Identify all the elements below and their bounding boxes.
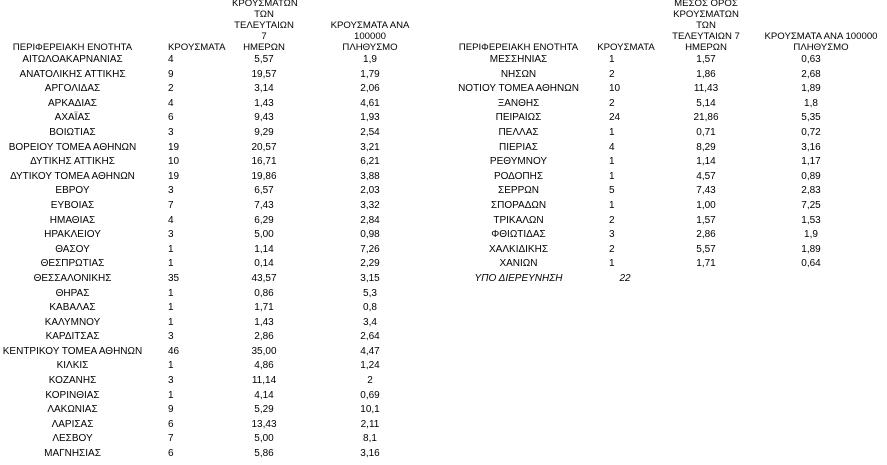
- cell-cases: 1: [609, 170, 615, 182]
- cell-per100k: 5,35: [801, 112, 821, 124]
- cell-per100k: 2,29: [360, 258, 380, 270]
- cell-cases: 1: [168, 360, 174, 372]
- cell-per100k: 3,21: [360, 141, 380, 153]
- cell-cases: 1: [609, 258, 615, 270]
- cell-avg7: 7,43: [254, 199, 274, 211]
- cell-region: ΜΕΣΣΗΝΙΑΣ: [489, 54, 548, 65]
- cell-per100k: 1,8: [804, 97, 818, 109]
- cell-cases: 2: [609, 243, 615, 255]
- cell-per100k: 1,89: [801, 83, 821, 95]
- cell-region: ΤΡΙΚΑΛΩΝ: [493, 214, 544, 226]
- cell-cases: 3: [168, 185, 174, 197]
- cell-per100k: 0,63: [801, 54, 821, 65]
- cell-cases: 4: [168, 214, 174, 226]
- cell-avg7: 8,29: [696, 141, 716, 153]
- cell-avg7: 5,57: [254, 54, 274, 65]
- cell-avg7: 1,00: [696, 199, 716, 211]
- cell-region: ΕΒΡΟΥ: [55, 185, 90, 197]
- cell-region: ΛΑΚΩΝΙΑΣ: [47, 404, 98, 416]
- cell-avg7: 35,00: [251, 345, 277, 357]
- cell-cases: 9: [168, 68, 174, 80]
- cell-cases: 3: [168, 126, 174, 138]
- cell-region: ΑΡΚΑΔΙΑΣ: [48, 97, 97, 109]
- cell-cases: 4: [609, 141, 615, 153]
- cell-per100k: 1,53: [801, 214, 821, 226]
- cell-cases: 1: [609, 156, 615, 168]
- cell-avg7: 6,57: [254, 185, 274, 197]
- cell-avg7: 1,14: [254, 243, 274, 255]
- cell-per100k: 2,54: [360, 126, 380, 138]
- cell-per100k: 10,1: [360, 404, 380, 416]
- cell-avg7: 5,86: [254, 448, 274, 460]
- header-avg7: ΜΕΣΟΣ ΟΡΟΣ ΚΡΟΥΣΜΑΤΩΝ ΤΩΝ ΤΕΛΕΥΤΑΙΩΝ 7 ΗΜΕΡΩΝ: [672, 0, 740, 53]
- cell-cases: 10: [609, 83, 621, 95]
- cell-per100k: 3,88: [360, 170, 380, 182]
- cell-avg7: 19,86: [251, 170, 277, 182]
- cell-avg7: 1,43: [254, 97, 274, 109]
- cell-per100k: 0,72: [801, 126, 821, 138]
- cell-region: ΥΠΟ ΔΙΕΡΕΥΝΗΣΗ: [474, 272, 563, 284]
- header-per100k: ΚΡΟΥΣΜΑΤΑ ΑΝΑ 100000 ΠΛΗΘΥΣΜΟ: [764, 31, 878, 53]
- cell-region: ΠΕΙΡΑΙΩΣ: [495, 112, 542, 124]
- cell-per100k: 0,64: [801, 258, 821, 270]
- cell-region: ΚΟΖΑΝΗΣ: [48, 375, 97, 387]
- cell-region: ΡΕΘΥΜΝΟΥ: [489, 156, 548, 168]
- cell-avg7: 5,14: [696, 97, 716, 109]
- cell-per100k: 5,3: [363, 287, 377, 299]
- header-region: ΠΕΡΙΦΕΡΕΙΑΚΗ ΕΝΟΤΗΤΑ: [12, 42, 133, 53]
- cell-cases: 35: [168, 272, 180, 284]
- cell-cases: 7: [168, 199, 174, 211]
- cell-cases: 46: [168, 345, 180, 357]
- cell-region: ΧΑΛΚΙΔΙΚΗΣ: [489, 243, 548, 255]
- cell-avg7: 1,71: [254, 302, 274, 314]
- cell-per100k: 6,21: [360, 156, 380, 168]
- cell-per100k: 3,16: [801, 141, 821, 153]
- cell-avg7: 0,71: [696, 126, 716, 138]
- cell-cases: 19: [168, 170, 180, 182]
- cell-region: ΔΥΤΙΚΗΣ ΑΤΤΙΚΗΣ: [30, 156, 115, 168]
- cell-avg7: 0,86: [254, 287, 274, 299]
- header-region: ΠΕΡΙΦΕΡΕΙΑΚΗ ΕΝΟΤΗΤΑ: [458, 42, 579, 53]
- cell-avg7: 16,71: [251, 156, 277, 168]
- cell-avg7: 43,57: [251, 272, 277, 284]
- cell-avg7: 2,86: [696, 229, 716, 241]
- cell-per100k: 2: [367, 375, 373, 387]
- cell-avg7: 19,57: [251, 68, 277, 80]
- cell-region: ΚΙΛΚΙΣ: [56, 360, 89, 372]
- cell-avg7: 13,43: [251, 418, 277, 430]
- header-cases: ΚΡΟΥΣΜΑΤΑ: [168, 42, 226, 53]
- cell-region: ΘΕΣΠΡΩΤΙΑΣ: [40, 258, 105, 270]
- cell-avg7: 6,29: [254, 214, 274, 226]
- cell-region: ΔΥΤΙΚΟΥ ΤΟΜΕΑ ΑΘΗΝΩΝ: [10, 170, 135, 182]
- cell-avg7: 11,43: [693, 83, 719, 95]
- cell-region: ΣΠΟΡΑΔΩΝ: [490, 199, 547, 211]
- cell-region: ΝΟΤΙΟΥ ΤΟΜΕΑ ΑΘΗΝΩΝ: [458, 83, 579, 95]
- cell-avg7: 7,43: [696, 185, 716, 197]
- cell-avg7: 1,86: [696, 68, 716, 80]
- cell-per100k: 0,98: [360, 229, 380, 241]
- cell-per100k: 4,61: [360, 97, 380, 109]
- cell-region: ΡΟΔΟΠΗΣ: [493, 170, 544, 182]
- cell-region: ΒΟΡΕΙΟΥ ΤΟΜΕΑ ΑΘΗΝΩΝ: [8, 141, 137, 153]
- cell-cases: 4: [168, 97, 174, 109]
- cell-region: ΒΟΙΩΤΙΑΣ: [49, 126, 96, 138]
- cell-cases: 24: [609, 112, 621, 124]
- cell-per100k: 0,8: [363, 302, 377, 314]
- cell-per100k: 2,64: [360, 331, 380, 343]
- cell-cases: 4: [168, 54, 174, 65]
- cell-region: ΗΡΑΚΛΕΙΟΥ: [44, 229, 101, 241]
- cell-region: ΞΑΝΘΗΣ: [497, 97, 540, 109]
- cell-avg7: 1,71: [696, 258, 716, 270]
- cell-region: ΠΕΛΛΑΣ: [498, 126, 539, 138]
- cell-per100k: 2,03: [360, 185, 380, 197]
- cell-cases: 19: [168, 141, 180, 153]
- cell-cases: 2: [609, 97, 615, 109]
- cell-region: ΜΑΓΝΗΣΙΑΣ: [44, 448, 101, 460]
- cell-cases: 2: [168, 83, 174, 95]
- cell-region: ΑΝΑΤΟΛΙΚΗΣ ΑΤΤΙΚΗΣ: [19, 68, 126, 80]
- cell-cases: 1: [168, 243, 174, 255]
- cell-per100k: 2,11: [360, 418, 380, 430]
- cell-cases: 6: [168, 448, 174, 460]
- header-avg7: ΚΡΟΥΣΜΑΤΩΝ ΤΩΝ ΤΕΛΕΥΤΑΙΩΝ 7 ΗΜΕΡΩΝ: [232, 0, 298, 53]
- cell-avg7: 11,14: [251, 375, 277, 387]
- cell-per100k: 7,26: [360, 243, 380, 255]
- cell-cases: 6: [168, 418, 174, 430]
- cell-cases: 2: [609, 68, 615, 80]
- cell-cases: 1: [168, 302, 174, 314]
- cell-region: ΚΑΒΑΛΑΣ: [49, 302, 96, 314]
- cell-cases: 3: [168, 331, 174, 343]
- cell-region: ΛΕΣΒΟΥ: [52, 433, 93, 445]
- cell-avg7: 1,57: [696, 214, 716, 226]
- cell-region: ΛΑΡΙΣΑΣ: [51, 418, 94, 430]
- cell-per100k: 3,15: [360, 272, 380, 284]
- cell-avg7: 5,29: [254, 404, 274, 416]
- cell-avg7: 4,57: [696, 170, 716, 182]
- cell-cases: 22: [619, 272, 631, 284]
- cell-avg7: 9,43: [254, 112, 274, 124]
- cell-region: ΗΜΑΘΙΑΣ: [49, 214, 96, 226]
- cell-avg7: 1,14: [696, 156, 716, 168]
- cell-per100k: 2,06: [360, 83, 380, 95]
- cell-region: ΚΟΡΙΝΘΙΑΣ: [45, 389, 100, 401]
- cell-region: ΑΧΑΪΑΣ: [54, 112, 91, 124]
- cell-region: ΚΕΝΤΡΙΚΟΥ ΤΟΜΕΑ ΑΘΗΝΩΝ: [2, 345, 143, 357]
- cell-cases: 3: [168, 229, 174, 241]
- header-per100k: ΚΡΟΥΣΜΑΤΑ ΑΝΑ 100000 ΠΛΗΘΥΣΜΟ: [330, 20, 410, 53]
- cell-avg7: 5,57: [696, 243, 716, 255]
- cell-per100k: 8,1: [363, 433, 377, 445]
- cell-per100k: 0,89: [801, 170, 821, 182]
- cell-cases: 3: [609, 229, 615, 241]
- cell-per100k: 1,9: [363, 54, 377, 65]
- cell-per100k: 1,24: [360, 360, 380, 372]
- cell-cases: 1: [168, 389, 174, 401]
- cell-per100k: 3,16: [360, 448, 380, 460]
- cell-per100k: 0,69: [360, 389, 380, 401]
- cell-cases: 9: [168, 404, 174, 416]
- cell-cases: 1: [609, 126, 615, 138]
- cell-region: ΘΗΡΑΣ: [55, 287, 90, 299]
- cell-avg7: 5,00: [254, 433, 274, 445]
- header-cases: ΚΡΟΥΣΜΑΤΑ: [597, 42, 655, 53]
- cell-region: ΣΕΡΡΩΝ: [498, 185, 539, 197]
- cell-avg7: 4,86: [254, 360, 274, 372]
- cell-region: ΑΡΓΟΛΙΔΑΣ: [44, 83, 101, 95]
- cell-avg7: 0,14: [254, 258, 274, 270]
- cell-cases: 7: [168, 433, 174, 445]
- cell-region: ΚΑΛΥΜΝΟΥ: [44, 316, 101, 328]
- cell-cases: 1: [168, 316, 174, 328]
- cell-cases: 1: [168, 258, 174, 270]
- cell-per100k: 7,25: [801, 199, 821, 211]
- cell-cases: 6: [168, 112, 174, 124]
- cell-avg7: 5,00: [254, 229, 274, 241]
- cell-per100k: 3,4: [363, 316, 377, 328]
- cell-avg7: 1,57: [696, 54, 716, 65]
- cell-region: ΘΑΣΟΥ: [55, 243, 90, 255]
- cell-per100k: 2,68: [801, 68, 821, 80]
- cell-per100k: 3,32: [360, 199, 380, 211]
- cell-avg7: 4,14: [254, 389, 274, 401]
- cell-avg7: 2,86: [254, 331, 274, 343]
- cell-per100k: 1,9: [804, 229, 818, 241]
- cell-region: ΕΥΒΟΙΑΣ: [50, 199, 95, 211]
- cell-region: ΝΗΣΩΝ: [500, 68, 537, 80]
- cell-cases: 2: [609, 214, 615, 226]
- cell-avg7: 20,57: [251, 141, 277, 153]
- cell-cases: 1: [609, 199, 615, 211]
- cell-cases: 5: [609, 185, 615, 197]
- cell-per100k: 1,89: [801, 243, 821, 255]
- cell-region: ΦΘΙΩΤΙΔΑΣ: [491, 229, 546, 241]
- cell-per100k: 1,79: [360, 68, 380, 80]
- cell-per100k: 2,83: [801, 185, 821, 197]
- cell-cases: 3: [168, 375, 174, 387]
- cell-region: ΚΑΡΔΙΤΣΑΣ: [45, 331, 100, 343]
- cell-per100k: 4,47: [360, 345, 380, 357]
- cell-avg7: 1,43: [254, 316, 274, 328]
- cell-avg7: 3,14: [254, 83, 274, 95]
- cell-region: ΘΕΣΣΑΛΟΝΙΚΗΣ: [33, 272, 112, 284]
- cell-avg7: 9,29: [254, 126, 274, 138]
- cell-cases: 10: [168, 156, 180, 168]
- cell-region: ΠΙΕΡΙΑΣ: [499, 141, 538, 153]
- cell-region: ΑΙΤΩΛΟΑΚΑΡΝΑΝΙΑΣ: [22, 54, 123, 65]
- cell-per100k: 1,93: [360, 112, 380, 124]
- cell-cases: 1: [609, 54, 615, 65]
- cell-per100k: 2,84: [360, 214, 380, 226]
- cell-per100k: 1,17: [801, 156, 821, 168]
- cell-avg7: 21,86: [693, 112, 719, 124]
- cell-region: ΧΑΝΙΩΝ: [499, 258, 538, 270]
- cell-cases: 1: [168, 287, 174, 299]
